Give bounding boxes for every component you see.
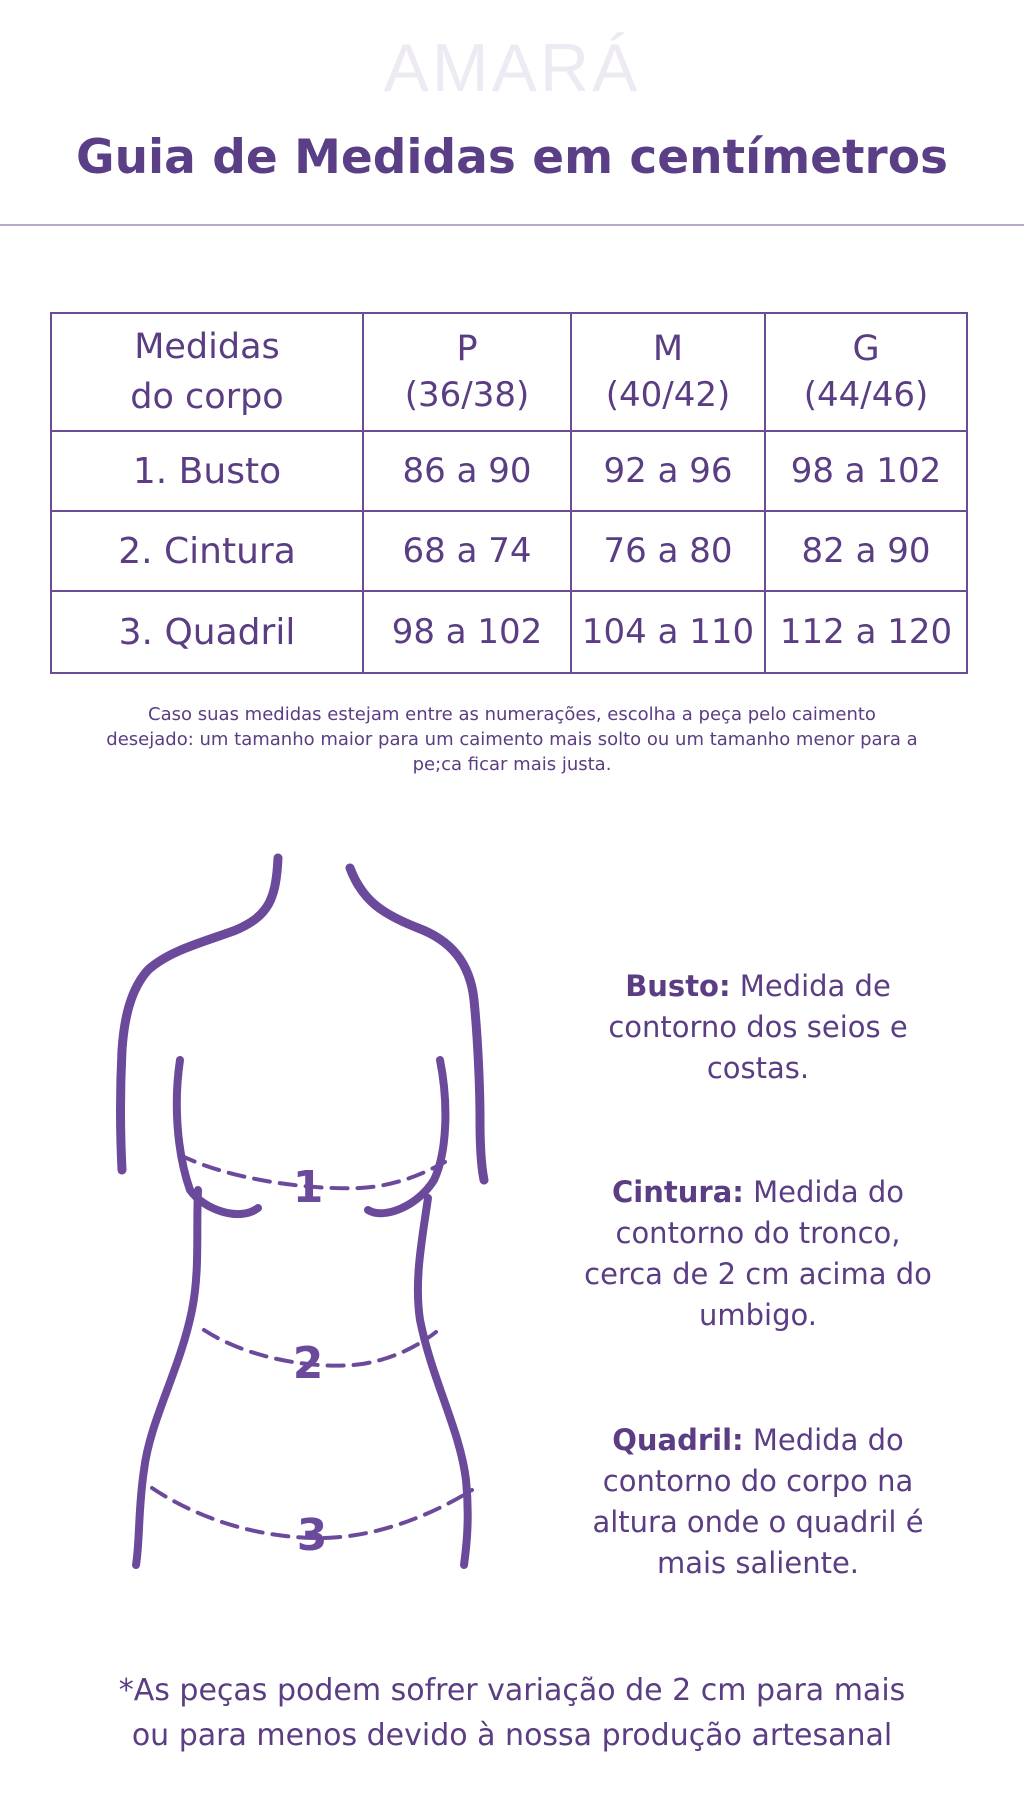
right-bust-curve (368, 1060, 445, 1213)
busto-text-2: contorno dos seios e (608, 1010, 908, 1044)
header-size-p (363, 313, 571, 431)
header-size-m (571, 313, 765, 431)
marker-2: 2 (292, 1338, 324, 1389)
table-row-cintura (51, 511, 967, 591)
row-label: 3. Quadril (51, 591, 363, 673)
row-label: 2. Cintura (51, 511, 363, 591)
brand-logo: AMARÁ (383, 30, 641, 106)
row-label: 1. Busto (51, 431, 363, 511)
neck-right-line (350, 868, 484, 1180)
quadril-text-2: contorno do corpo na (602, 1464, 914, 1498)
table-cell: 98 a 102 (765, 431, 967, 511)
table-cell: 98 a 102 (363, 591, 571, 673)
footnote-line2: ou para menos devido à nossa produção artesanal (131, 1718, 893, 1753)
busto-term: Busto: (625, 969, 731, 1003)
cintura-term: Cintura: (612, 1175, 744, 1209)
size-table (50, 312, 968, 674)
table-row-busto (51, 431, 967, 511)
table-cell: 104 a 110 (571, 591, 765, 673)
page-title: Guia de Medidas em centímetros (76, 130, 948, 185)
cintura-text-3: cerca de 2 cm acima do (584, 1257, 932, 1291)
quadril-text-1: Medida do (743, 1423, 904, 1457)
cintura-text-4: umbigo. (699, 1298, 817, 1332)
quadril-text-3: altura onde o quadril é (592, 1505, 924, 1539)
title-divider (0, 224, 1024, 226)
neck-left-line (121, 858, 279, 1170)
header-size-g (765, 313, 967, 431)
marker-1: 1 (292, 1162, 324, 1213)
left-bust-curve (177, 1060, 258, 1214)
table-row-quadril (51, 591, 967, 673)
quadril-description (548, 1420, 968, 1584)
footnote-line1: *As peças podem sofrer variação de 2 cm para mais (118, 1673, 906, 1708)
header-measure-line2: do corpo (130, 377, 284, 417)
table-cell: 76 a 80 (571, 511, 765, 591)
fit-note-line3: pe;ca ficar mais justa. (412, 754, 612, 775)
size-range: (36/38) (404, 375, 530, 415)
table-cell: 112 a 120 (765, 591, 967, 673)
size-range: (40/42) (605, 375, 731, 415)
quadril-text-4: mais saliente. (656, 1546, 860, 1580)
fit-note-line2: desejado: um tamanho maior para um caimento mais solto ou um tamanho menor para a (106, 729, 918, 750)
busto-description (548, 966, 968, 1089)
quadril-term: Quadril: (612, 1423, 744, 1457)
table-cell: 92 a 96 (571, 431, 765, 511)
fit-note (40, 702, 984, 777)
size-range: (44/46) (803, 375, 929, 415)
right-torso-line (418, 1198, 468, 1565)
size-letter: P (456, 329, 478, 369)
cintura-text-1: Medida do (743, 1175, 904, 1209)
table-header-row (51, 313, 967, 431)
table-cell: 86 a 90 (363, 431, 571, 511)
busto-text-1: Medida de (730, 969, 891, 1003)
table-cell: 68 a 74 (363, 511, 571, 591)
cintura-description (548, 1172, 968, 1336)
table-cell: 82 a 90 (765, 511, 967, 591)
cintura-text-2: contorno do tronco, (615, 1216, 901, 1250)
header-measure-line1: Medidas (134, 327, 280, 367)
header-measure-cell (51, 313, 363, 431)
body-silhouette-illustration (100, 850, 520, 1570)
busto-text-3: costas. (706, 1051, 810, 1085)
size-letter: G (852, 329, 880, 369)
footnote (0, 1668, 1024, 1758)
fit-note-line1: Caso suas medidas estejam entre as numerações, escolha a peça pelo caimento (148, 704, 876, 725)
size-letter: M (652, 329, 684, 369)
marker-3: 3 (296, 1510, 328, 1561)
